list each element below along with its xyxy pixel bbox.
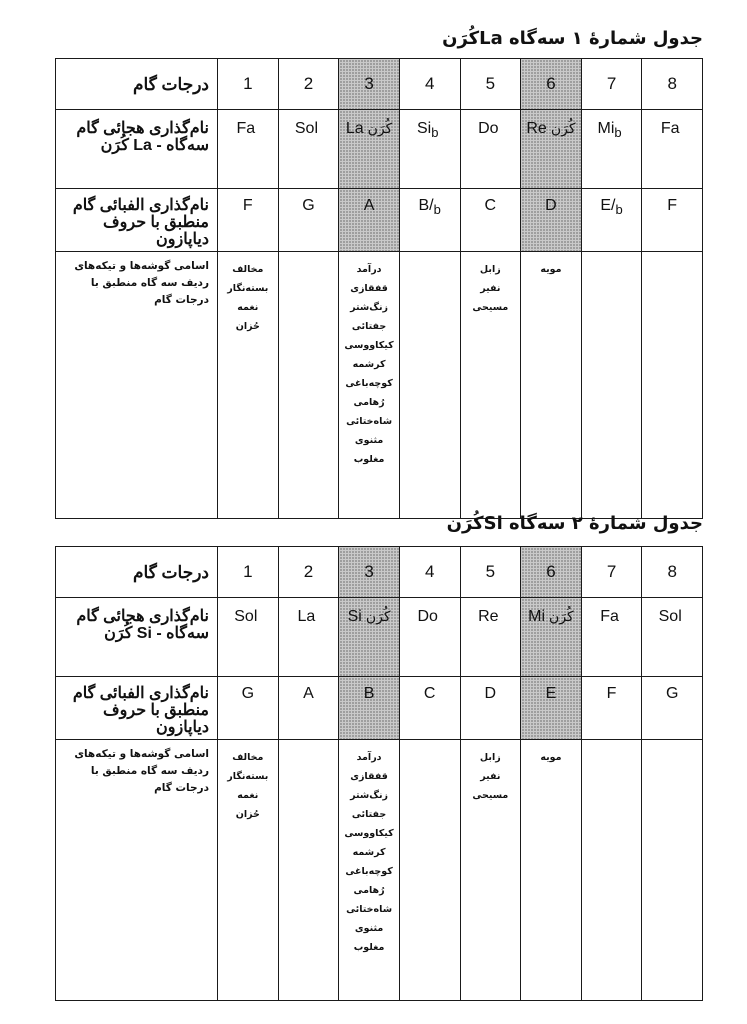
degree-number — [278, 59, 339, 110]
table1-title: جدول شمارهٔ ۱ سه‌گاه Laکُرَن — [442, 28, 703, 49]
note-name: Do — [417, 608, 438, 625]
letter-note — [339, 189, 400, 252]
note-name: C — [423, 685, 436, 702]
gushe-list — [642, 740, 703, 1001]
letters-row — [56, 677, 703, 740]
solfege-note — [278, 110, 339, 189]
note-name: Mi — [597, 120, 615, 137]
solfege-label: نام‌گذاری هجائی گام سه‌گاه - La کُرَن — [56, 110, 218, 189]
gushe-list — [581, 740, 642, 1001]
table2 — [55, 546, 703, 1001]
note-name: B — [363, 685, 375, 702]
gushe-item: نغمه — [237, 790, 259, 801]
note-name: Sol — [234, 608, 258, 625]
degree-number — [521, 59, 582, 110]
degree-value: 6 — [546, 74, 556, 93]
note-name: Sol — [658, 608, 682, 625]
note-name: A — [303, 685, 314, 702]
solfege-note — [642, 598, 703, 677]
gushe-item: شاه‌ختائی — [346, 416, 393, 427]
degree-number — [460, 59, 521, 110]
gushe-item: درآمد — [356, 264, 382, 275]
koron-mark: کُرَن — [550, 121, 576, 137]
note-name: Fa — [236, 120, 256, 137]
letter-note — [460, 189, 521, 252]
note-name: Fa — [600, 608, 619, 625]
letter-note — [521, 189, 582, 252]
gushe-list — [339, 252, 400, 519]
degree-value: 1 — [243, 74, 253, 93]
gushe-list — [399, 252, 460, 519]
note-name: D — [545, 197, 557, 214]
degree-number — [642, 59, 703, 110]
gushe-item: مخالف — [232, 752, 264, 763]
gushe-item: رُهامی — [353, 397, 385, 408]
gushe-item: مغلوب — [353, 942, 385, 953]
letter-note — [218, 677, 279, 740]
note-name: G — [302, 197, 315, 214]
gushe-row — [56, 740, 703, 1001]
degree-number — [460, 547, 521, 598]
gushe-item: رُهامی — [353, 885, 385, 896]
koron-mark: کُرَن — [365, 609, 391, 625]
degree-value: 7 — [606, 74, 617, 93]
note-name: F — [242, 197, 253, 214]
note-name: Re — [478, 608, 499, 625]
gushe-item: حُزان — [235, 809, 260, 820]
degree-value: 8 — [667, 74, 677, 93]
degree-value: 2 — [303, 562, 314, 581]
degrees-label: درجات گام — [56, 59, 218, 110]
solfege-note — [521, 110, 582, 189]
note-name: G — [665, 685, 679, 702]
gushe-item: نفیر — [480, 283, 501, 294]
solfege-label: نام‌گذاری هجائی گام سه‌گاه - Si کُرَن — [56, 598, 218, 677]
gushe-item: زابل — [479, 752, 501, 763]
note-name: B/ — [418, 197, 434, 214]
note-name: Sol — [294, 120, 318, 137]
koron-mark: کُرَن — [367, 121, 393, 137]
gushe-item: زنگ‌شتر — [350, 790, 389, 801]
gushe-item: مویه — [540, 752, 562, 763]
letters-row — [56, 189, 703, 252]
gushe-item: مغلوب — [353, 454, 385, 465]
table2-title: جدول شمارهٔ ۲ سه‌گاه Siکُرَن — [446, 513, 703, 534]
letter-note — [399, 677, 460, 740]
gushe-item: مویه — [540, 264, 562, 275]
gushe-list — [521, 252, 582, 519]
note-name: F — [606, 685, 617, 702]
solfege-note — [278, 598, 339, 677]
letter-note — [521, 677, 582, 740]
letter-note — [278, 677, 339, 740]
degree-number — [218, 547, 279, 598]
gushe-list — [339, 740, 400, 1001]
gushe-item: قفقازی — [350, 771, 388, 782]
gushe-list — [581, 252, 642, 519]
solfege-note — [642, 110, 703, 189]
degrees-label: درجات گام — [56, 547, 218, 598]
letter-note — [642, 189, 703, 252]
gushe-item: زابل — [479, 264, 501, 275]
gushe-item: جفتائی — [351, 809, 387, 820]
gushe-item: کوچه‌باغی — [345, 866, 393, 877]
gushe-item: شاه‌ختائی — [346, 904, 393, 915]
solfege-note — [581, 598, 642, 677]
gushe-item: بسته‌نگار — [227, 283, 269, 294]
degree-number — [581, 547, 642, 598]
note-name: Re — [526, 120, 547, 137]
gushe-item: بسته‌نگار — [227, 771, 269, 782]
degree-value: 5 — [485, 562, 496, 581]
gushe-item: نغمه — [237, 302, 259, 313]
degree-number — [642, 547, 703, 598]
solfege-note — [460, 110, 521, 189]
degree-value: 8 — [667, 562, 677, 581]
flat-sign: b — [614, 125, 622, 140]
gushe-item: مثنوی — [354, 923, 384, 934]
solfege-row — [56, 598, 703, 677]
gushe-list — [460, 252, 521, 519]
solfege-note — [399, 598, 460, 677]
note-name: E — [545, 685, 557, 702]
solfege-note — [460, 598, 521, 677]
note-name: Si — [347, 608, 362, 625]
gushe-row — [56, 252, 703, 519]
degrees-row — [56, 59, 703, 110]
flat-sign: b — [433, 202, 441, 217]
note-name: E/ — [600, 197, 616, 214]
gushe-item: مخالف — [232, 264, 264, 275]
gushe-item: نفیر — [480, 771, 501, 782]
degree-number — [399, 59, 460, 110]
degrees-row — [56, 547, 703, 598]
degree-number — [218, 59, 279, 110]
letter-note — [581, 677, 642, 740]
note-name: Mi — [528, 608, 546, 625]
solfege-note — [339, 598, 400, 677]
solfege-note — [218, 598, 279, 677]
solfege-note — [339, 110, 400, 189]
degree-value: 2 — [303, 74, 314, 93]
letter-note — [460, 677, 521, 740]
degree-value: 3 — [364, 562, 374, 581]
note-name: La — [297, 608, 316, 625]
degree-value: 6 — [546, 562, 556, 581]
gushe-list — [278, 252, 339, 519]
gushe-item: کیکاووسی — [344, 828, 394, 839]
letter-note — [581, 189, 642, 252]
degree-number — [581, 59, 642, 110]
gushe-item: مثنوی — [354, 435, 384, 446]
degree-number — [399, 547, 460, 598]
solfege-row — [56, 110, 703, 189]
solfege-note — [581, 110, 642, 189]
degree-value: 1 — [243, 562, 253, 581]
gushe-item: حُزان — [235, 321, 260, 332]
letter-note — [278, 189, 339, 252]
gushe-item: مسیحی — [472, 302, 509, 313]
degree-number — [278, 547, 339, 598]
letter-note — [642, 677, 703, 740]
gushe-item: کوچه‌باغی — [345, 378, 393, 389]
note-name: Fa — [660, 120, 680, 137]
gushe-item: قفقازی — [350, 283, 388, 294]
gushe-item: کرشمه — [352, 847, 386, 858]
note-name: La — [345, 120, 364, 137]
gushe-list — [460, 740, 521, 1001]
gushe-list — [218, 740, 279, 1001]
gushe-label: اسامی گوشه‌ها و تیکه‌های ردیف سه گاه منطبق با درجات گام — [56, 740, 218, 1001]
note-name: G — [241, 685, 255, 702]
degree-number — [521, 547, 582, 598]
degree-value: 7 — [606, 562, 617, 581]
gushe-list — [278, 740, 339, 1001]
gushe-item: کرشمه — [352, 359, 386, 370]
degree-number — [339, 547, 400, 598]
gushe-label: اسامی گوشه‌ها و تیکه‌های ردیف سه گاه منطبق با درجات گام — [56, 252, 218, 519]
letters-label: نام‌گذاری الفبائی گام منطبق با حروف دیاپازون — [56, 189, 218, 252]
degree-number — [339, 59, 400, 110]
solfege-note — [218, 110, 279, 189]
gushe-list — [521, 740, 582, 1001]
koron-mark: کُرَن — [549, 609, 574, 625]
gushe-item: کیکاووسی — [344, 340, 394, 351]
letter-note — [399, 189, 460, 252]
gushe-list — [218, 252, 279, 519]
gushe-item: زنگ‌شتر — [350, 302, 389, 313]
note-name: A — [363, 197, 375, 214]
gushe-list — [399, 740, 460, 1001]
degree-value: 4 — [424, 562, 435, 581]
degree-value: 3 — [364, 74, 374, 93]
note-name: Do — [478, 120, 499, 137]
letter-note — [218, 189, 279, 252]
solfege-note — [521, 598, 582, 677]
gushe-item: جفتائی — [351, 321, 387, 332]
flat-sign: b — [431, 125, 439, 140]
solfege-note — [399, 110, 460, 189]
gushe-item: مسیحی — [472, 790, 509, 801]
note-name: Si — [416, 120, 432, 137]
gushe-list — [642, 252, 703, 519]
degree-value: 5 — [485, 74, 496, 93]
letters-label: نام‌گذاری الفبائی گام منطبق با حروف دیاپازون — [56, 677, 218, 740]
degree-value: 4 — [424, 74, 435, 93]
note-name: D — [484, 685, 497, 702]
note-name: F — [667, 197, 678, 214]
table1 — [55, 58, 703, 519]
gushe-item: درآمد — [356, 752, 382, 763]
letter-note — [339, 677, 400, 740]
flat-sign: b — [615, 202, 623, 217]
note-name: C — [484, 197, 497, 214]
